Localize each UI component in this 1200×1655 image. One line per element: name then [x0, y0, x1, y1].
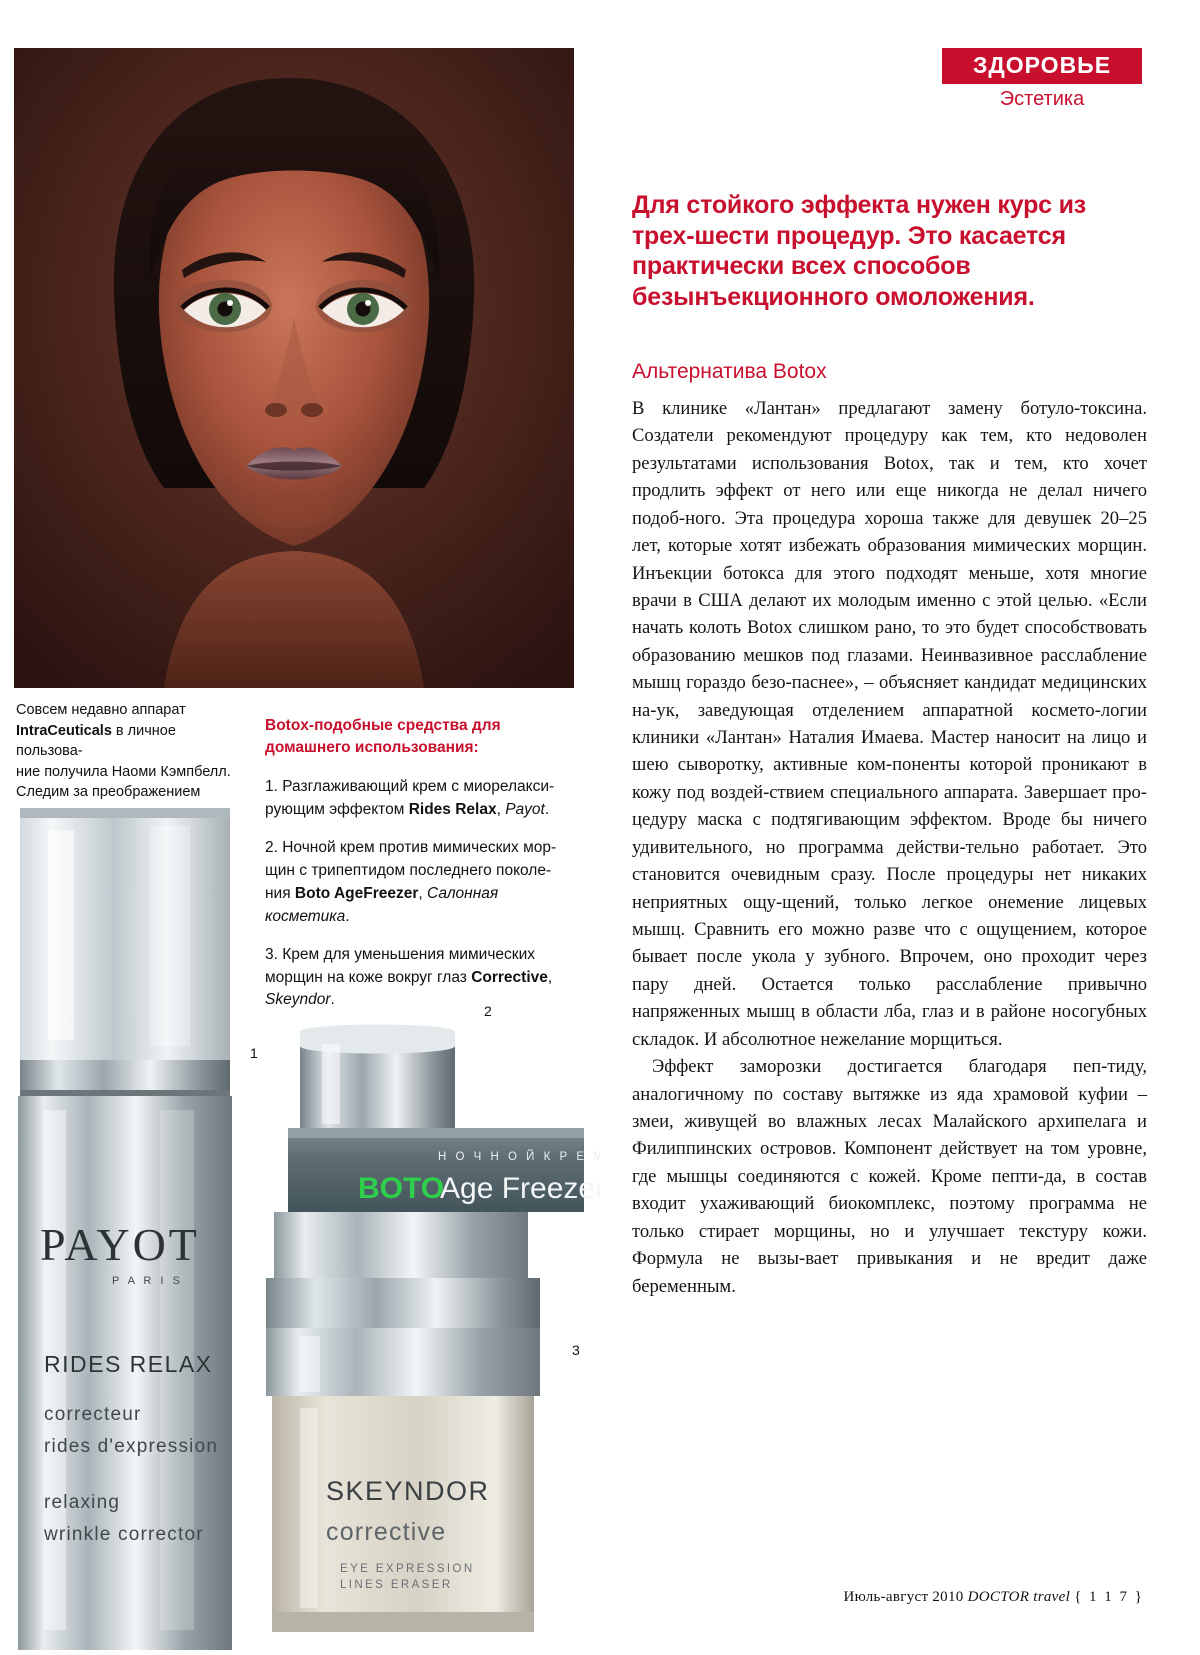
svg-text:LINES ERASER: LINES ERASER	[340, 1579, 453, 1591]
list-item-sep: ,	[496, 800, 506, 818]
section-tag-sub: Эстетика	[999, 88, 1085, 110]
svg-text:Н О Ч Н О Й К Р Е М: Н О Ч Н О Й К Р Е М	[438, 1151, 600, 1163]
list-item-suffix: .	[544, 800, 550, 818]
boto-age-freezer-jar	[266, 1025, 600, 1331]
svg-text:relaxing: relaxing	[44, 1492, 121, 1513]
portrait-illustration	[14, 48, 574, 688]
portrait-photo	[14, 48, 574, 688]
list-item-suffix: .	[345, 907, 350, 925]
skeyndor-jar	[266, 1328, 540, 1632]
svg-text:corrective: corrective	[326, 1518, 447, 1546]
article-column	[632, 190, 1147, 1300]
svg-text:correcteur: correcteur	[44, 1404, 142, 1425]
product-number-3: 3	[572, 1342, 580, 1358]
list-item-sep: ,	[418, 884, 427, 902]
footer-magazine: DOCTOR travel	[967, 1589, 1071, 1605]
svg-text:rides d'expression: rides d'expression	[44, 1436, 219, 1457]
page-footer	[843, 1589, 1144, 1606]
caption-line-4: Следим за преображением	[16, 784, 201, 801]
section-tag-main: ЗДОРОВЬЕ	[942, 48, 1142, 84]
product-illustration	[0, 760, 600, 1650]
caption-line-3: ние получила Наоми Кэмпбелл.	[16, 763, 231, 780]
caption-bold: IntraCeuticals	[16, 722, 112, 739]
svg-text:wrinkle corrector: wrinkle corrector	[44, 1524, 204, 1545]
list-item-italic: Payot	[505, 800, 545, 818]
svg-text:RIDES RELAX: RIDES RELAX	[44, 1351, 213, 1377]
list-item-italic: Skeyndor	[265, 991, 331, 1009]
list-item-prefix: 1. Разглаживающий крем с миорелакси-рующим эффектом	[265, 777, 555, 818]
product-number-1: 1	[250, 1045, 258, 1061]
footer-page-number: { 1 1 7 }	[1074, 1589, 1144, 1605]
article-body	[632, 395, 1147, 1300]
svg-text:Age Freezer: Age Freezer	[440, 1172, 600, 1205]
article-paragraph: Эффект заморозки достигается благодаря пеп-тиду, аналогичному по составу вытяжке из яда храмовой куфии – змеи, живущей во влажных лесах Малайского архипелага и Филиппинских островов. Компонент действует на том уровне, где мышцы соединяются с кожей. Кроме пепти-да, в состав входит ухаживающий биокомплекс, поэтому программа не только стирает морщины, но и улучшает текстуру кожи. Формула не вызы-вает привыкания и не вредит даже беременным.	[632, 1056, 1147, 1297]
list-item-prefix: 3. Крем для уменьшения мимических морщин на коже вокруг глаз	[265, 945, 535, 986]
article-lede: Для стойкого эффекта нужен курс из трех-шести процедур. Это касается практически всех способов безынъекционного омоложения.	[632, 191, 1087, 311]
svg-text:SKEYNDOR: SKEYNDOR	[326, 1476, 490, 1506]
list-item-italic: Салонная косметика	[265, 884, 499, 925]
list-item-suffix: .	[330, 991, 335, 1009]
caption-line-1: Совсем недавно аппарат	[16, 702, 186, 718]
list-item-prefix: 2. Ночной крем против мимических мор-щин с трипептидом последнего поколе-ния	[265, 838, 557, 902]
article-paragraph: В клинике «Лантан» предлагают замену ботуло-токсина. Создатели рекомендуют процедуру как тем, кто недоволен результатами использования Botox, так и тем, кто хочет продлить эффект от него или еще никогда не делал ничего подоб-ного. Эта процедура хороша также для девушек 20–25 лет, которые хотят избежать образования мимических морщин. Инъекции ботокса для этого подходят меньше, хотя многие врачи в США делают их молодым именно с этой целью. «Если начать колоть Botox слишком рано, то это будет способствовать образованию мешков под глазами. Неинвазивное расслабление мышц гораздо безо-паснее», – объясняет кандидат медицинских на-ук, заведующая отделением аппаратной космето-логии клиники «Лантан» Наталия Имаева. Мастер наносит на лицо и шею сыворотку, активные ком-поненты которой проникают в кожу под воздей-ствием специального аппарата. Завершает про-цедуру маска с подтягивающим эффектом. Вроде бы ничего удивительного, но программа действи-тельно работает. Это становится очевидным сразу. После процедуры нет никаких неприятных ощу-щений, только легкое онемение лицевых мышц. Сравнить его можно разве что с ощущением, которое бывает после укола у зубного. Впрочем, оно проходит через пару дней. Остается только расслабление привычно напряженных мышц в области лба, глаз и в районе носогубных складок. И абсолютное нежелание морщиться.	[632, 398, 1147, 1050]
list-item-bold: Corrective	[471, 968, 548, 986]
product-photos	[0, 760, 600, 1650]
svg-text:PAYOT: PAYOT	[40, 1219, 200, 1270]
product-number-2: 2	[484, 1003, 492, 1019]
list-item-bold: Boto AgeFreezer	[294, 884, 419, 902]
list-item-sep: ,	[547, 968, 553, 986]
footer-issue: Июль-август 2010	[843, 1589, 964, 1605]
home-use-title: Botox-подобные средства для домашнего использования:	[265, 717, 501, 757]
list-item-bold: Rides Relax	[408, 800, 497, 818]
svg-text:P A R I S: P A R I S	[112, 1275, 183, 1287]
svg-text:BOTO: BOTO	[358, 1172, 445, 1205]
article-subhead: Альтернатива Botox	[632, 360, 827, 383]
payot-bottle	[18, 808, 232, 1650]
svg-text:EYE EXPRESSION: EYE EXPRESSION	[340, 1563, 475, 1575]
caption-rest: в личное пользова-	[16, 722, 176, 760]
section-tag	[942, 48, 1142, 110]
